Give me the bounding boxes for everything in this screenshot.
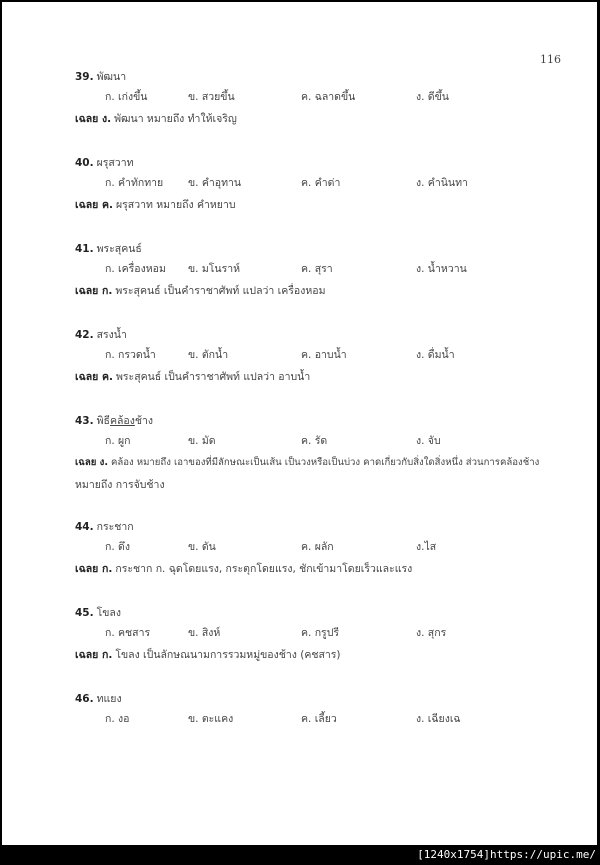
- answer-label: เฉลย ค.: [75, 199, 113, 211]
- image-host-footer: [0, 845, 600, 865]
- option-c: ค. เลี้ยว: [301, 713, 337, 725]
- option-b: ข. สิงห์: [188, 627, 221, 639]
- question-39: [75, 68, 575, 130]
- options-row: [75, 172, 575, 194]
- option-d: ง. สุกร: [416, 627, 447, 639]
- option-b: ข. ดัน: [188, 541, 216, 553]
- question-title: [75, 604, 575, 622]
- question-title: [75, 154, 575, 172]
- question-number: 42.: [75, 329, 94, 341]
- options-row: [75, 622, 575, 644]
- question-title: [75, 690, 575, 708]
- option-c: ค. อาบน้ำ: [301, 349, 347, 361]
- option-c: ค. ผลัก: [301, 541, 334, 553]
- option-a: ก. ผูก: [105, 435, 131, 447]
- answer-text: โขลง เป็นลักษณนามการรวมหมู่ของช้าง (คชสาร): [115, 649, 341, 661]
- option-a: ก. เครื่องหอม: [105, 263, 166, 275]
- answer-line: [75, 452, 575, 474]
- question-number: 40.: [75, 157, 94, 169]
- answer-label: เฉลย ก.: [75, 649, 113, 661]
- option-d: ง. ดื่มน้ำ: [416, 349, 455, 361]
- question-46: [75, 690, 575, 730]
- answer-line: [75, 280, 575, 302]
- image-host-label: [1240x1754]https://upic.me/: [417, 848, 596, 861]
- option-b: ข. สวยขึ้น: [188, 91, 235, 103]
- question-word-underlined: คล้อง: [109, 415, 135, 427]
- answer-line: [75, 108, 575, 130]
- option-c: ค. รัด: [301, 435, 328, 447]
- answer-label: เฉลย ค.: [75, 371, 113, 383]
- option-c: ค. คำด่า: [301, 177, 341, 189]
- question-word: ผรุสวาท: [96, 157, 134, 169]
- answer-line: [75, 194, 575, 216]
- question-number: 43.: [75, 415, 94, 427]
- question-43: [75, 412, 575, 496]
- question-number: 39.: [75, 71, 94, 83]
- answer-text: พระสุคนธ์ เป็นคำราชาศัพท์ แปลว่า เครื่องหอม: [115, 285, 326, 297]
- option-d: ง.ไส: [416, 541, 437, 553]
- question-word: กระชาก: [96, 521, 134, 533]
- question-number: 41.: [75, 243, 94, 255]
- answer-text: พัฒนา หมายถึง ทำให้เจริญ: [114, 113, 237, 125]
- answer-line: [75, 644, 575, 666]
- option-d: ง. เฉียงเฉ: [416, 713, 461, 725]
- question-44: [75, 518, 575, 580]
- options-row: [75, 536, 575, 558]
- option-a: ก. งอ: [105, 713, 130, 725]
- question-40: [75, 154, 575, 216]
- answer-text: คล้อง หมายถึง เอาของที่มีลักษณะเป็นเส้น เป็นวงหรือเป็นบ่วง คาดเกี่ยวกับสิ่งใดสิ่งหนึ่ง ส่วนการคล้องช้าง: [110, 457, 540, 468]
- question-word-suffix: ช้าง: [134, 415, 154, 427]
- question-title: [75, 412, 575, 430]
- question-title: [75, 240, 575, 258]
- option-d: ง. คำนินทา: [416, 177, 468, 189]
- question-41: [75, 240, 575, 302]
- document-page: [2, 2, 597, 845]
- question-number: 46.: [75, 693, 94, 705]
- option-c: ค. ฉลาดขึ้น: [301, 91, 356, 103]
- option-a: ก. เก่งขึ้น: [105, 91, 148, 103]
- answer-label: เฉลย ก.: [75, 563, 113, 575]
- option-c: ค. กรูปรี: [301, 627, 340, 639]
- option-d: ง. น้ำหวาน: [416, 263, 467, 275]
- options-row: [75, 344, 575, 366]
- question-number: 45.: [75, 607, 94, 619]
- question-word: ทแยง: [96, 693, 122, 705]
- question-number: 44.: [75, 521, 94, 533]
- question-word: พัฒนา: [96, 71, 127, 83]
- option-a: ก. ดึง: [105, 541, 130, 553]
- option-d: ง. ดีขึ้น: [416, 91, 449, 103]
- option-a: ก. คำทักทาย: [105, 177, 164, 189]
- answer-label: เฉลย ง.: [75, 113, 112, 125]
- answer-label: เฉลย ง.: [75, 457, 108, 468]
- answer-label: เฉลย ก.: [75, 285, 113, 297]
- answer-text: พระสุคนธ์ เป็นคำราชาศัพท์ แปลว่า อาบน้ำ: [116, 371, 311, 383]
- question-word: โขลง: [96, 607, 121, 619]
- option-b: ข. คำอุทาน: [188, 177, 242, 189]
- question-42: [75, 326, 575, 388]
- question-title: [75, 518, 575, 536]
- options-row: [75, 258, 575, 280]
- question-45: [75, 604, 575, 666]
- question-word-prefix: พิธี: [96, 415, 110, 427]
- question-word: พระสุคนธ์: [96, 243, 142, 255]
- options-row: [75, 430, 575, 452]
- option-b: ข. มัด: [188, 435, 216, 447]
- option-b: ข. มโนราห์: [188, 263, 241, 275]
- answer-text: กระชาก ก. ฉุดโดยแรง, กระตุกโดยแรง, ชักเข้ามาโดยเร็วและแรง: [115, 563, 413, 575]
- option-b: ข. ตักน้ำ: [188, 349, 229, 361]
- question-title: [75, 326, 575, 344]
- question-title: [75, 68, 575, 86]
- answer-line: [75, 366, 575, 388]
- answer-line: [75, 558, 575, 580]
- option-b: ข. ตะแคง: [188, 713, 234, 725]
- options-row: [75, 708, 575, 730]
- option-c: ค. สุรา: [301, 263, 333, 275]
- option-a: ก. กรวดน้ำ: [105, 349, 156, 361]
- answer-text: ผรุสวาท หมายถึง คำหยาบ: [116, 199, 236, 211]
- options-row: [75, 86, 575, 108]
- option-a: ก. คชสาร: [105, 627, 151, 639]
- option-d: ง. จับ: [416, 435, 441, 447]
- page-number: 116: [540, 53, 561, 66]
- question-word: สรงน้ำ: [96, 329, 127, 341]
- answer-continuation: หมายถึง การจับช้าง: [75, 479, 165, 491]
